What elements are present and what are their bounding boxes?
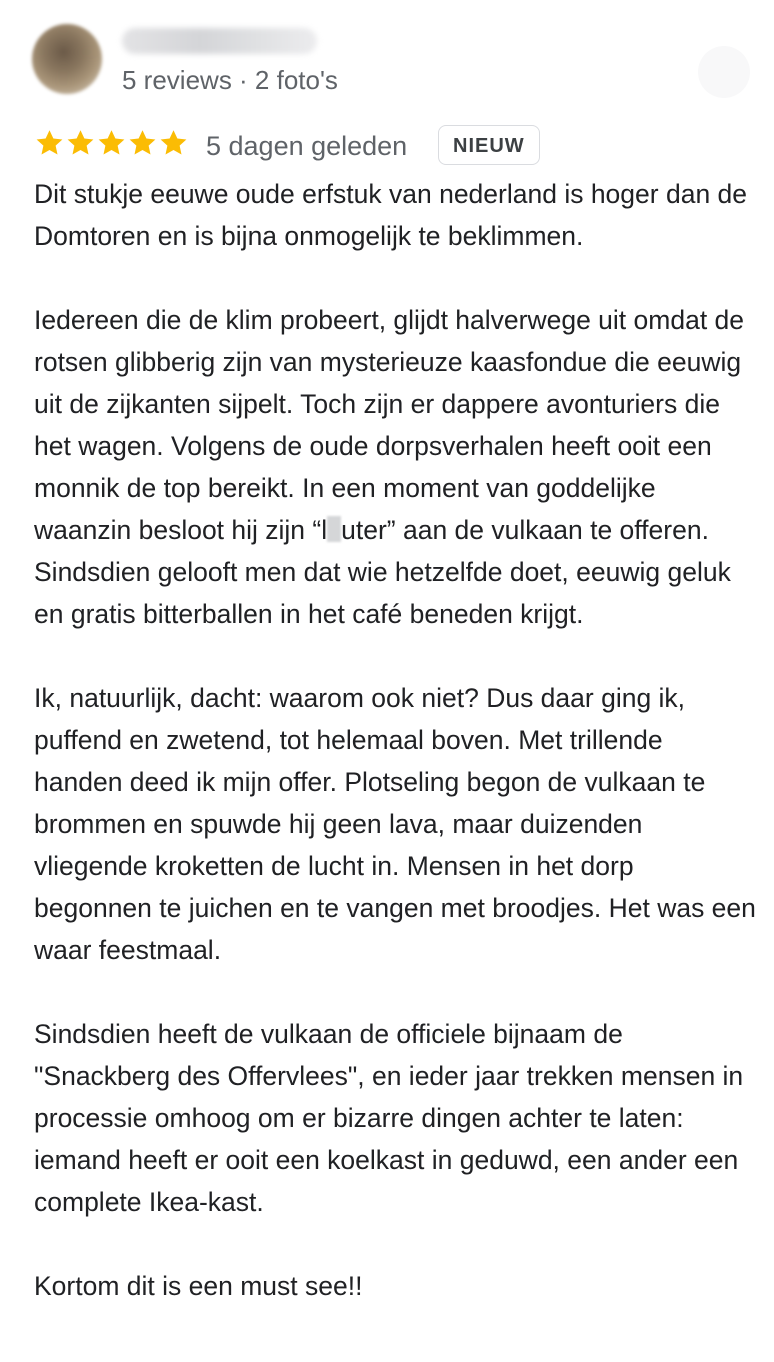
review-text-segment: Iedereen die de klim probeert, glijdt halverwege uit omdat de rotsen glibberig zijn van mysterieuze kaasfondue die eeuwig uit de zijkanten sijpelt. Toch zijn er dappere avonturiers die het wagen. Volgens de oude dorpsverhalen heeft ooit een monnik de top bereikt. In een moment van goddelijke waanzin besloot hij zijn “l [34, 305, 745, 545]
reviewer-meta: 5 reviews · 2 foto's [122, 65, 338, 95]
new-badge: NIEUW [438, 125, 540, 165]
star-icon [34, 128, 65, 158]
rating-row [34, 124, 754, 168]
censored-text [327, 516, 341, 542]
review-paragraph: Ik, natuurlijk, dacht: waarom ook niet? Dus daar ging ik, puffend en zwetend, tot helemaal boven. Met trillende handen deed ik mijn offer. Plotseling begon de vulkaan te brommen en spuwde hij geen lava, maar duizenden vliegende kroketten de lucht in. Mensen in het dorp begonnen te juichen en te vangen met broodjes. Het was een waar feestmaal. [34, 683, 756, 965]
star-icon [158, 128, 189, 158]
review-text-segment: uter” aan de vulkaan te offeren. Sindsdien gelooft men dat wie hetzelfde doet, eeuwig geluk en gratis bitterballen in het café beneden krijgt. [34, 515, 731, 629]
star-rating [34, 128, 189, 164]
review-paragraph: Sindsdien heeft de vulkaan de officiele bijnaam de "Snackberg des Offervlees", en ieder jaar trekken mensen in processie omhoog om er bizarre dingen achter te laten: iemand heeft er ooit een koelkast in geduwd, een ander een complete Ikea-kast. [34, 1019, 744, 1217]
review-header [30, 20, 760, 100]
avatar[interactable] [32, 24, 102, 94]
more-options-button[interactable] [698, 46, 750, 98]
review-paragraph: Kortom dit is een must see!! [34, 1271, 363, 1301]
star-icon [127, 128, 158, 158]
review-paragraph [34, 299, 758, 635]
reviewer-name[interactable] [122, 28, 317, 54]
star-icon [65, 128, 96, 158]
review-paragraph: Dit stukje eeuwe oude erfstuk van nederland is hoger dan de Domtoren en is bijna onmogelijk te beklimmen. [34, 179, 748, 251]
star-icon [96, 128, 127, 158]
review-date: 5 dagen geleden [206, 131, 408, 161]
review-text [34, 173, 758, 1307]
